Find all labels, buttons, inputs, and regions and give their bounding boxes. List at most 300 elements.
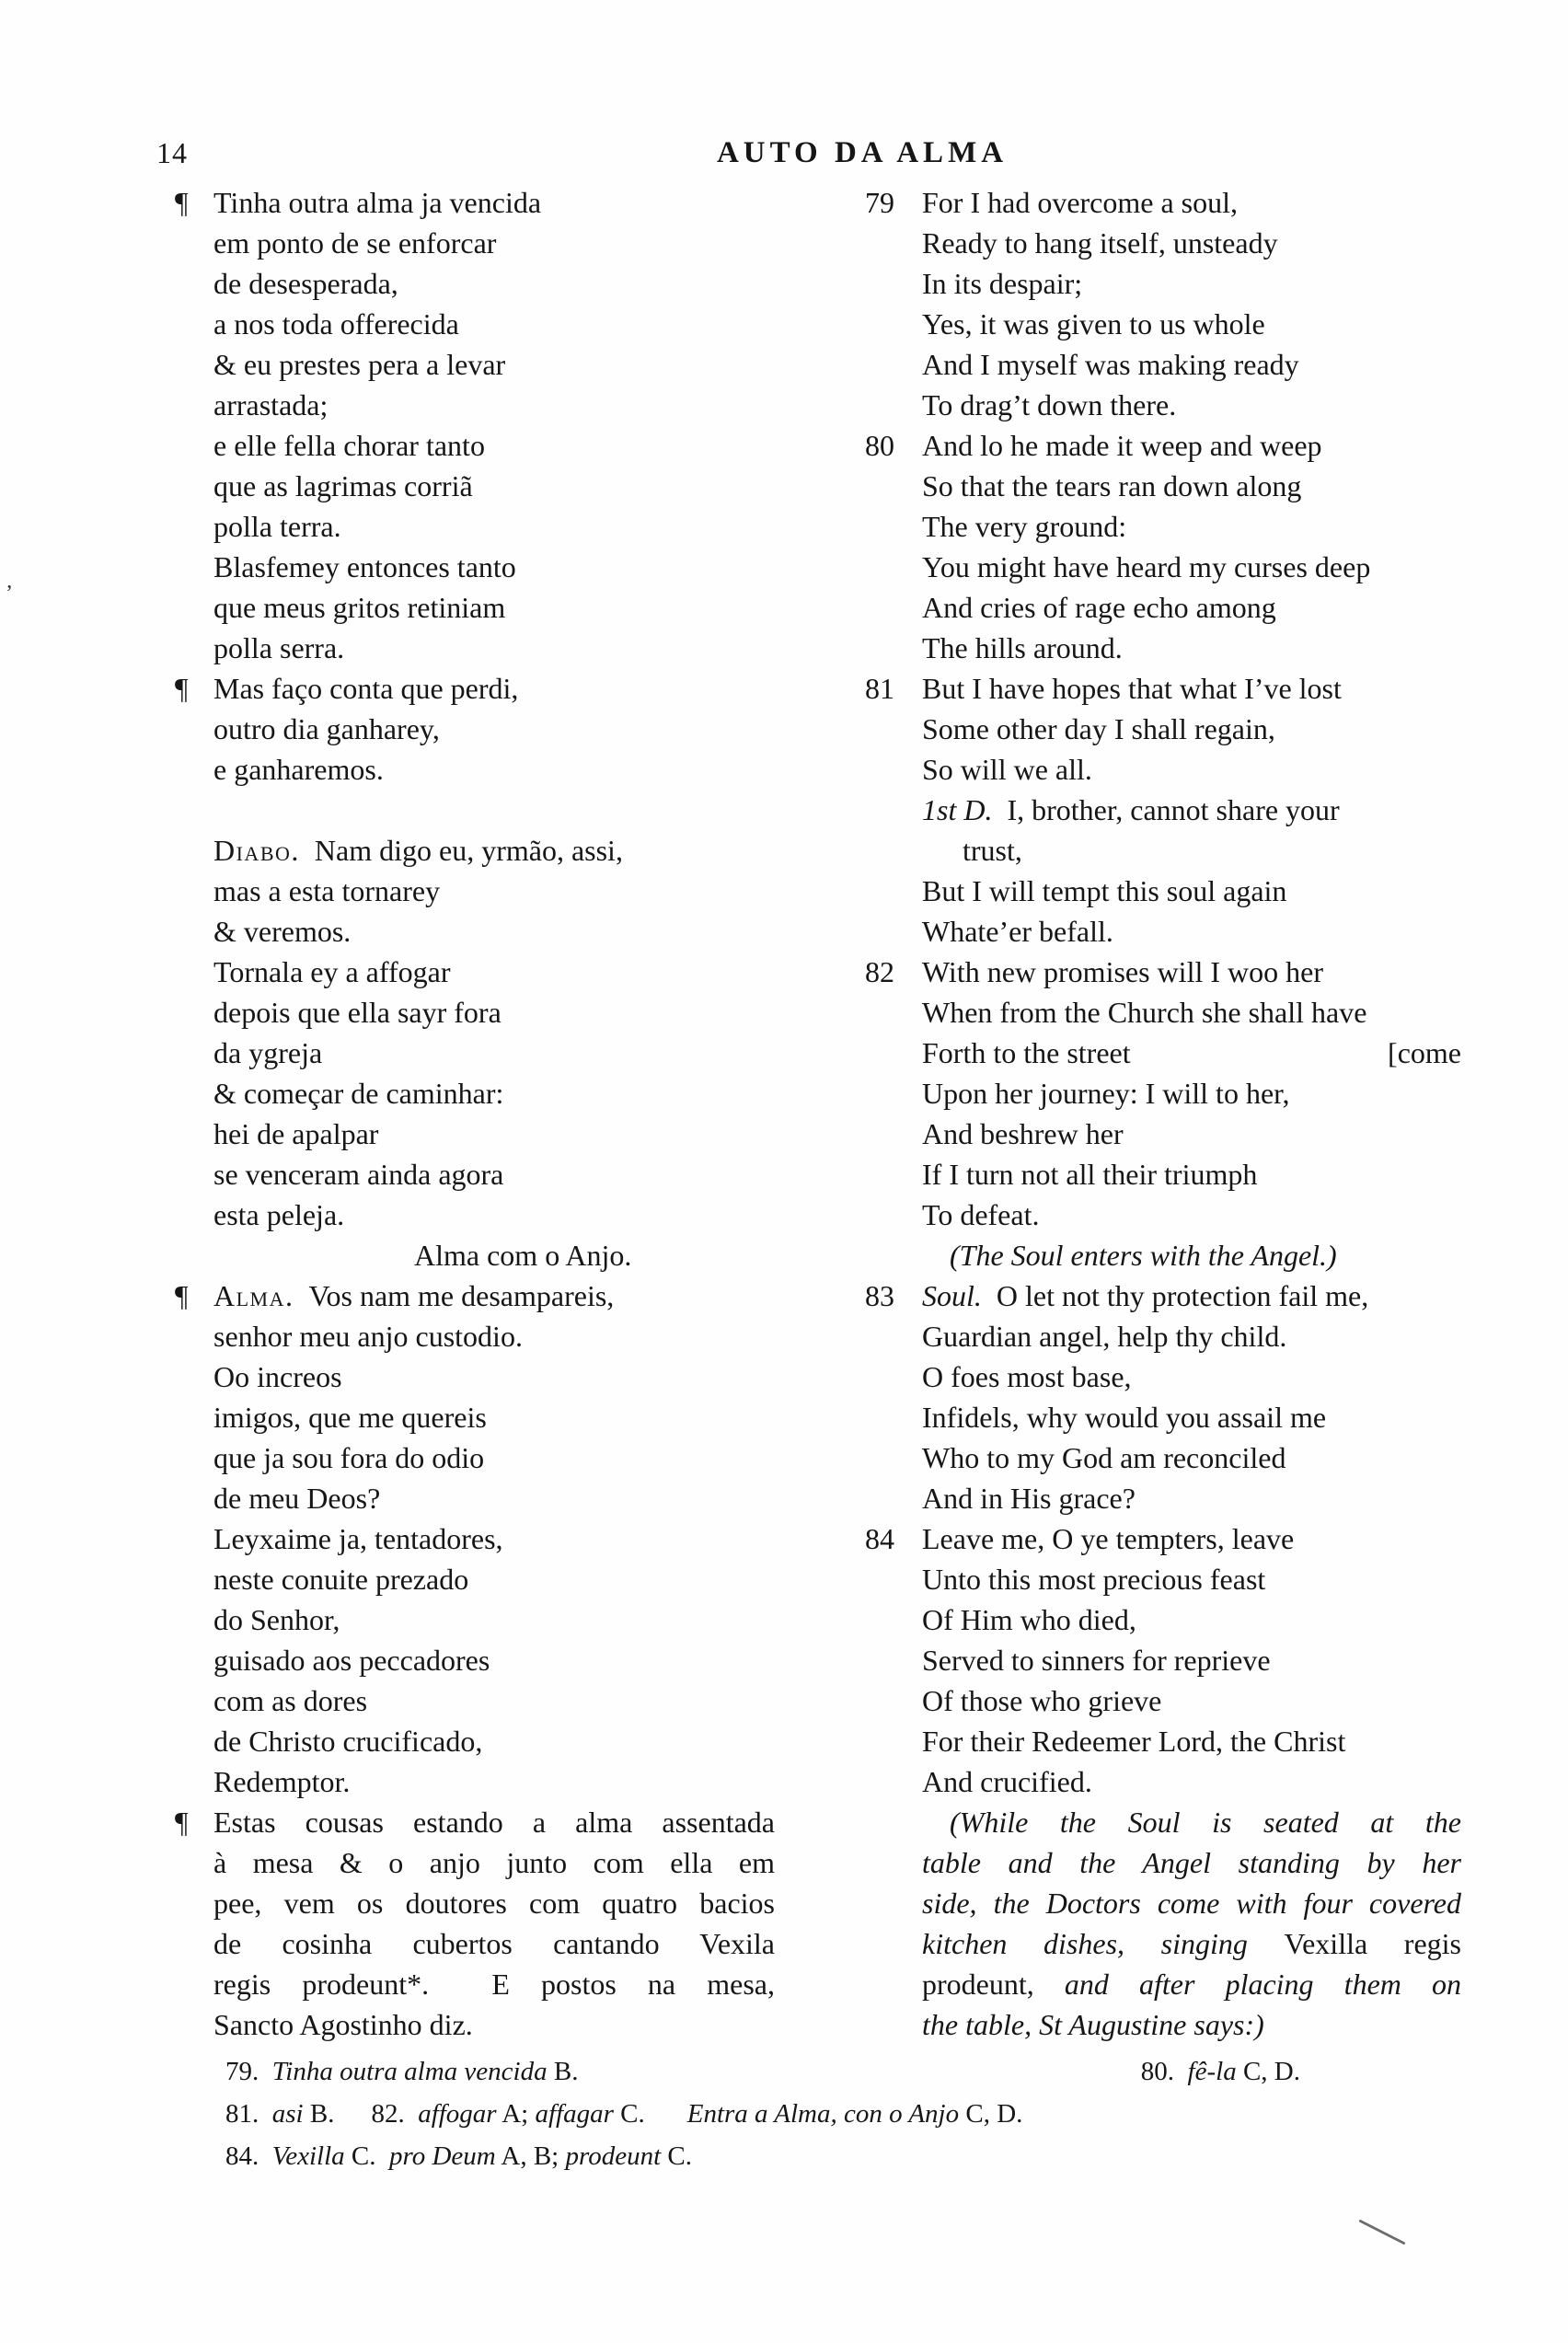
verse-text xyxy=(213,1883,775,1923)
verse-line xyxy=(865,263,1461,304)
text-segment: Mas faço conta que perdi, xyxy=(213,672,519,705)
text-segment: de Christo crucificado, xyxy=(213,1725,483,1758)
verse-text xyxy=(922,1356,1132,1397)
text-segment: But I have hopes that what I’ve lost xyxy=(922,672,1342,705)
verse-line xyxy=(175,1195,775,1235)
text-segment: de meu Deos? xyxy=(213,1482,381,1515)
verse-line xyxy=(865,1680,1461,1721)
verse-line xyxy=(175,992,775,1033)
verse-text xyxy=(213,992,502,1033)
verse-text xyxy=(922,2004,1264,2045)
verse-text xyxy=(922,547,1370,587)
verse-line xyxy=(175,182,775,223)
verse-text xyxy=(213,223,496,263)
verse-text xyxy=(213,1356,342,1397)
text-segment: With new promises will I woo her xyxy=(922,955,1323,988)
text-segment: à mesa & o anjo junto com ella em xyxy=(213,1846,775,1879)
verse-line xyxy=(175,2004,775,2045)
pilcrow-mark: ¶ xyxy=(175,1279,189,1312)
verse-text xyxy=(922,790,1340,830)
verse-line xyxy=(865,1073,1461,1114)
text-segment: Upon her journey: I will to her, xyxy=(922,1077,1290,1110)
verse-line xyxy=(865,1033,1461,1073)
text-segment: Of those who grieve xyxy=(922,1684,1162,1717)
verse-line xyxy=(175,547,775,587)
text-segment: mas a esta tornarey xyxy=(213,874,441,907)
text-segment: hei de apalpar xyxy=(213,1117,379,1150)
text-segment: Diabo. xyxy=(213,834,300,867)
text-segment: And in His grace? xyxy=(922,1482,1136,1515)
text-segment: And I myself was making ready xyxy=(922,348,1299,381)
verse-line xyxy=(865,1599,1461,1640)
text-segment: Guardian angel, help thy child. xyxy=(922,1320,1287,1353)
text-segment: Leave me, O ye tempters, leave xyxy=(922,1522,1295,1555)
verse-line xyxy=(865,1923,1461,1964)
verse-line xyxy=(865,1114,1461,1154)
verse-text xyxy=(922,1437,1286,1478)
text-segment: Infidels, why would you assail me xyxy=(922,1401,1327,1434)
verse-text xyxy=(922,1721,1345,1761)
verse-line xyxy=(175,668,775,709)
verse-line xyxy=(175,709,775,749)
text-segment: e elle fella chorar tanto xyxy=(213,429,485,462)
blank-line xyxy=(175,790,775,830)
verse-line xyxy=(865,385,1461,425)
text-segment: depois que ella sayr fora xyxy=(213,996,502,1029)
text-segment: You might have heard my curses deep xyxy=(922,550,1371,583)
portuguese-column xyxy=(175,182,775,2045)
verse-line xyxy=(175,1114,775,1154)
verse-line xyxy=(175,506,775,547)
verse-line xyxy=(865,992,1461,1033)
text-segment: affogar xyxy=(418,2099,497,2129)
verse-text xyxy=(213,1964,775,2004)
verse-text xyxy=(213,1842,775,1883)
verse-line xyxy=(175,263,775,304)
text-segment: trust, xyxy=(963,834,1022,867)
verse-text xyxy=(213,668,518,709)
text-segment: Unto this most precious feast xyxy=(922,1563,1266,1596)
verse-line xyxy=(865,1275,1461,1316)
verse-text xyxy=(213,1721,482,1761)
verse-text xyxy=(922,1518,1294,1559)
text-segment: kitchen dishes, singing xyxy=(922,1927,1285,1960)
verse-line xyxy=(175,1316,775,1356)
text-segment: Vos nam me desampareis, xyxy=(294,1279,615,1312)
verse-text xyxy=(213,1195,344,1235)
text-segment: de desesperada, xyxy=(213,267,398,300)
verse-line xyxy=(175,466,775,506)
verse-line xyxy=(865,1195,1461,1235)
verse-line xyxy=(865,1478,1461,1518)
verse-line xyxy=(865,466,1461,506)
verse-line xyxy=(175,304,775,344)
page-number: 14 xyxy=(156,136,188,169)
verse-text xyxy=(922,1154,1257,1195)
verse-line xyxy=(175,1761,775,1802)
verse-text xyxy=(213,628,344,668)
text-segment: esta peleja. xyxy=(213,1198,345,1231)
verse-text xyxy=(213,1033,322,1073)
verse-line xyxy=(865,668,1461,709)
verse-text xyxy=(213,1437,484,1478)
text-segment: side, the Doctors come with four covered xyxy=(922,1887,1461,1920)
text-segment: B. xyxy=(547,2057,579,2086)
text-segment: Served to sinners for reprieve xyxy=(922,1644,1271,1677)
text-segment: que meus gritos retiniam xyxy=(213,591,506,624)
verse-line xyxy=(175,1073,775,1114)
text-segment: arrastada; xyxy=(213,388,329,421)
verse-text xyxy=(213,830,623,871)
text-segment: A; xyxy=(496,2099,536,2129)
footnote-line xyxy=(175,2093,1458,2135)
verse-line xyxy=(865,344,1461,385)
footnote-entry xyxy=(225,2135,692,2177)
verse-line xyxy=(865,628,1461,668)
verse-text xyxy=(922,1033,1131,1073)
verse-line xyxy=(865,790,1461,830)
pilcrow-mark: ¶ xyxy=(175,1806,189,1839)
verse-text xyxy=(213,547,516,587)
verse-line xyxy=(175,1842,775,1883)
text-segment: Yes, it was given to us whole xyxy=(922,307,1265,340)
verse-text xyxy=(414,1235,631,1275)
text-segment: affagar xyxy=(535,2099,614,2129)
verse-line xyxy=(175,1275,775,1316)
verse-line xyxy=(865,1842,1461,1883)
verse-line xyxy=(175,1680,775,1721)
verse-line xyxy=(175,1478,775,1518)
text-segment: table and the Angel standing by her xyxy=(922,1846,1461,1879)
verse-line xyxy=(865,871,1461,911)
text-segment: Alma com o Anjo. xyxy=(414,1239,632,1272)
pilcrow-mark: ¶ xyxy=(175,186,189,219)
text-segment: se venceram ainda agora xyxy=(213,1158,504,1191)
verse-text xyxy=(213,344,505,385)
verse-text xyxy=(922,1073,1290,1114)
verse-line xyxy=(865,2004,1461,2045)
text-segment: pee, vem os doutores com quatro bacios xyxy=(213,1887,775,1920)
verse-text xyxy=(213,182,541,223)
text-segment: Vexilla regis xyxy=(1284,1927,1462,1960)
text-segment: C. xyxy=(613,2099,645,2129)
text-segment: Redemptor. xyxy=(213,1765,351,1798)
verse-text xyxy=(213,587,505,628)
stanza-number: 83 xyxy=(865,1279,894,1312)
text-segment: The hills around. xyxy=(922,631,1123,664)
text-segment: que as lagrimas corriã xyxy=(213,469,473,502)
running-title: AUTO DA ALMA xyxy=(716,136,1009,169)
verse-text xyxy=(213,1518,503,1559)
verse-line xyxy=(175,952,775,992)
verse-text xyxy=(922,587,1276,628)
text-segment: C, D. xyxy=(959,2099,1023,2129)
verse-text xyxy=(922,1275,1368,1316)
pen-stroke-mark xyxy=(1358,2219,1405,2245)
text-segment: de cosinha cubertos cantando Vexila xyxy=(213,1927,775,1960)
verse-text xyxy=(922,304,1265,344)
text-segment: guisado aos peccadores xyxy=(213,1644,490,1677)
text-segment: 79. xyxy=(225,2057,272,2086)
text-segment: O let not thy protection fail me, xyxy=(981,1279,1369,1312)
verse-line xyxy=(865,1640,1461,1680)
text-segment: Tinha outra alma ja vencida xyxy=(213,186,542,219)
footnote-entry xyxy=(225,2093,334,2135)
text-segment: And lo he made it weep and weep xyxy=(922,429,1322,462)
text-segment: Sancto Agostinho diz. xyxy=(213,2008,473,2041)
text-segment: The very ground: xyxy=(922,510,1127,543)
verse-text xyxy=(922,911,1113,952)
stanza-number: 84 xyxy=(865,1522,894,1555)
verse-text xyxy=(922,1195,1039,1235)
text-segment: and after placing them on xyxy=(1033,1968,1461,2001)
text-segment: C. xyxy=(344,2141,390,2171)
verse-text xyxy=(213,1802,775,1842)
verse-text xyxy=(213,304,459,344)
verse-text xyxy=(213,1478,380,1518)
verse-text xyxy=(213,1073,503,1114)
text-segment: & começar de caminhar: xyxy=(213,1077,504,1110)
verse-text xyxy=(922,628,1123,668)
verse-line xyxy=(865,587,1461,628)
text-segment: & eu prestes pera a levar xyxy=(213,348,506,381)
verse-text xyxy=(950,1802,1461,1842)
text-segment: com as dores xyxy=(213,1684,368,1717)
verse-line xyxy=(175,871,775,911)
verse-line xyxy=(865,1437,1461,1478)
verse-text xyxy=(213,1275,614,1316)
text-segment: O foes most base, xyxy=(922,1360,1132,1393)
text-segment: (The Soul enters with the Angel.) xyxy=(950,1239,1337,1272)
text-segment: pro Deum xyxy=(389,2141,496,2171)
verse-text xyxy=(213,425,485,466)
verse-text xyxy=(922,385,1176,425)
text-segment: I, brother, cannot share your xyxy=(992,793,1340,826)
text-segment: Oo increos xyxy=(213,1360,342,1393)
verse-text xyxy=(213,749,384,790)
verse-line xyxy=(865,304,1461,344)
verse-text xyxy=(213,1397,487,1437)
text-segment: C, D. xyxy=(1236,2057,1300,2086)
verse-text xyxy=(963,830,1022,871)
text-segment: 80. xyxy=(1140,2057,1188,2086)
verse-line xyxy=(175,587,775,628)
verse-text xyxy=(213,1316,523,1356)
text-segment: Forth to the street xyxy=(922,1036,1131,1069)
verse-text xyxy=(213,709,440,749)
verse-text xyxy=(922,1842,1461,1883)
text-segment: 82. xyxy=(371,2099,419,2129)
text-segment: da ygreja xyxy=(213,1036,323,1069)
footnotes-block xyxy=(175,2050,1458,2177)
verse-text xyxy=(922,1923,1461,1964)
verse-text xyxy=(213,263,398,304)
text-segment: Some other day I shall regain, xyxy=(922,712,1275,745)
text-segment: neste conuite prezado xyxy=(213,1563,469,1596)
text-segment: polla terra. xyxy=(213,510,341,543)
verse-line xyxy=(175,1356,775,1397)
text-segment: Leyxaime ja, tentadores, xyxy=(213,1522,503,1555)
verse-line xyxy=(175,1964,775,2004)
verse-text xyxy=(922,749,1092,790)
text-segment: Whate’er befall. xyxy=(922,915,1113,948)
verse-line xyxy=(175,344,775,385)
verse-text xyxy=(213,1559,468,1599)
verse-line xyxy=(175,1154,775,1195)
verse-line xyxy=(175,1397,775,1437)
turnover-bracket: [come xyxy=(1388,1036,1461,1069)
verse-line xyxy=(175,223,775,263)
verse-line xyxy=(865,223,1461,263)
text-segment: If I turn not all their triumph xyxy=(922,1158,1258,1191)
verse-line xyxy=(175,1802,775,1842)
verse-text xyxy=(922,1761,1092,1802)
verse-text xyxy=(922,992,1366,1033)
verse-text xyxy=(922,1397,1326,1437)
text-segment: Of Him who died, xyxy=(922,1603,1136,1636)
verse-line xyxy=(175,1640,775,1680)
text-segment: & veremos. xyxy=(213,915,352,948)
text-segment: And cries of rage echo among xyxy=(922,591,1276,624)
verse-line xyxy=(865,1559,1461,1599)
verse-text xyxy=(922,263,1082,304)
text-segment: To drag’t down there. xyxy=(922,388,1177,421)
verse-line xyxy=(865,425,1461,466)
text-segment: Blasfemey entonces tanto xyxy=(213,550,516,583)
verse-text xyxy=(922,425,1322,466)
verse-text xyxy=(213,466,473,506)
verse-line xyxy=(175,830,775,871)
verse-line xyxy=(865,1964,1461,2004)
text-segment: Ready to hang itself, unsteady xyxy=(922,226,1278,260)
verse-text xyxy=(213,1114,378,1154)
verse-text xyxy=(922,182,1238,223)
footnote-entry xyxy=(687,2093,1023,2135)
verse-line xyxy=(865,1356,1461,1397)
stanza-number: 81 xyxy=(865,672,894,705)
verse-text xyxy=(922,709,1275,749)
verse-line xyxy=(865,547,1461,587)
text-segment: So will we all. xyxy=(922,753,1092,786)
text-segment: fê-la xyxy=(1187,2057,1237,2086)
text-segment: prodeunt, xyxy=(922,1968,1034,2001)
footnote-line xyxy=(175,2135,1458,2177)
verse-text xyxy=(213,1680,367,1721)
stage-direction xyxy=(865,1235,1461,1275)
verse-line xyxy=(175,628,775,668)
verse-line xyxy=(865,1316,1461,1356)
verse-line xyxy=(175,385,775,425)
text-segment: Tornala ey a affogar xyxy=(213,955,451,988)
verse-line xyxy=(865,1154,1461,1195)
text-segment: the table, St Augustine says:) xyxy=(922,2008,1264,2041)
footnote-entry xyxy=(225,2050,578,2093)
text-segment: Vexilla xyxy=(271,2141,345,2171)
verse-line xyxy=(175,749,775,790)
verse-line xyxy=(865,1518,1461,1559)
verse-text xyxy=(213,952,450,992)
text-segment: When from the Church she shall have xyxy=(922,996,1367,1029)
verse-text xyxy=(922,1599,1136,1640)
verse-line xyxy=(175,425,775,466)
english-column xyxy=(865,182,1461,2045)
verse-line xyxy=(865,749,1461,790)
footnote-entry xyxy=(371,2093,644,2135)
verse-line xyxy=(865,911,1461,952)
margin-mark: ’ xyxy=(6,582,13,606)
verse-text xyxy=(922,871,1286,911)
verse-text xyxy=(922,1680,1161,1721)
text-segment: em ponto de se enforcar xyxy=(213,226,497,260)
verse-line xyxy=(175,1923,775,1964)
text-segment: asi xyxy=(271,2099,304,2129)
verse-text xyxy=(213,871,440,911)
verse-text xyxy=(922,1964,1461,2004)
verse-line xyxy=(865,952,1461,992)
text-segment: 1st D. xyxy=(922,793,993,826)
text-segment: And crucified. xyxy=(922,1765,1092,1798)
verse-line xyxy=(865,709,1461,749)
pilcrow-mark: ¶ xyxy=(175,672,189,705)
verse-text xyxy=(213,1154,503,1195)
running-head xyxy=(0,136,1568,182)
verse-line xyxy=(175,1033,775,1073)
verse-text xyxy=(922,466,1301,506)
stanza-number: 82 xyxy=(865,955,894,988)
verse-line xyxy=(865,1883,1461,1923)
text-segment: prodeunt xyxy=(565,2141,662,2171)
text-segment: Estas cousas estando a alma assentada xyxy=(213,1806,775,1839)
verse-text xyxy=(213,1761,350,1802)
verse-line xyxy=(865,1397,1461,1437)
verse-line xyxy=(865,506,1461,547)
text-segment: (While the Soul is seated at the xyxy=(950,1806,1461,1839)
text-segment: Alma. xyxy=(213,1279,294,1312)
verse-text xyxy=(922,344,1299,385)
verse-text xyxy=(922,223,1278,263)
verse-line xyxy=(865,1761,1461,1802)
stanza-number: 79 xyxy=(865,186,894,219)
verse-line xyxy=(865,182,1461,223)
text-segment: C. xyxy=(661,2141,692,2171)
verse-text xyxy=(213,1923,775,1964)
text-segment: Nam digo eu, yrmão, assi, xyxy=(299,834,623,867)
text-segment: imigos, que me quereis xyxy=(213,1401,487,1434)
verse-text xyxy=(922,668,1342,709)
verse-line xyxy=(865,1721,1461,1761)
text-segment: outro dia ganharey, xyxy=(213,712,440,745)
text-segment: To defeat. xyxy=(922,1198,1040,1231)
verse-text xyxy=(213,1599,340,1640)
text-segment: Soul. xyxy=(922,1279,982,1312)
verse-text xyxy=(922,952,1323,992)
footnote-entry xyxy=(1141,2050,1300,2093)
verse-text xyxy=(922,1883,1461,1923)
verse-text xyxy=(922,1559,1265,1599)
verse-line xyxy=(175,911,775,952)
text-segment: que ja sou fora do odio xyxy=(213,1441,485,1474)
verse-line xyxy=(175,1721,775,1761)
text-segment: So that the tears ran down along xyxy=(922,469,1302,502)
verse-text xyxy=(213,1640,490,1680)
text-segment: polla serra. xyxy=(213,631,345,664)
text-segment: But I will tempt this soul again xyxy=(922,874,1287,907)
verse-text xyxy=(213,385,328,425)
verse-line xyxy=(175,1518,775,1559)
text-segment: 81. xyxy=(225,2099,272,2129)
verse-line xyxy=(175,1883,775,1923)
text-segment: a nos toda offerecida xyxy=(213,307,459,340)
